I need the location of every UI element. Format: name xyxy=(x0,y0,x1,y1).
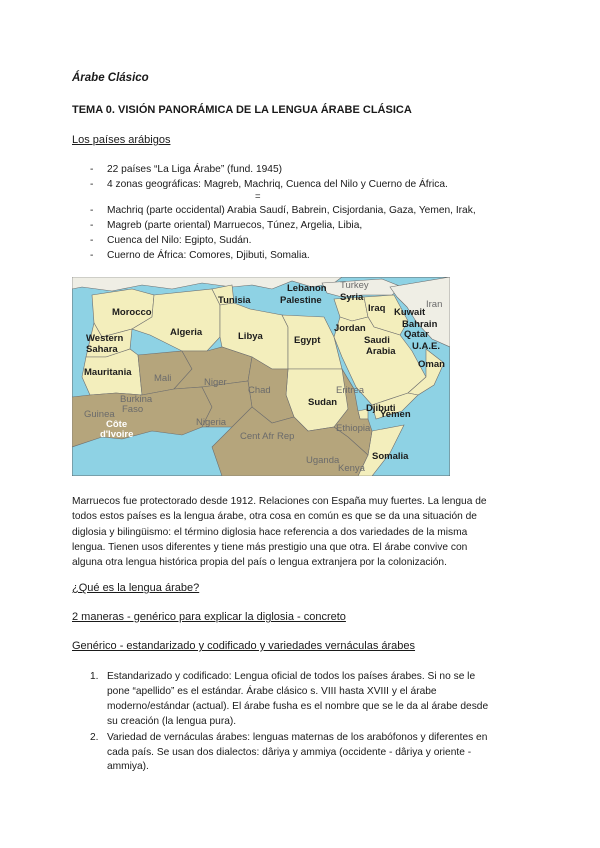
map-label: Western xyxy=(86,333,124,344)
protectorate-paragraph xyxy=(72,494,532,570)
map-label: U.A.E. xyxy=(412,341,440,352)
map-label: Turkey xyxy=(340,280,369,291)
list-number: 2. xyxy=(90,731,99,743)
map-label: Djibuti xyxy=(366,403,396,414)
bullet-item: - 22 países “La Liga Árabe” (fund. 1945) xyxy=(90,162,476,177)
list-line: pone “apellido” es el estándar. Árabe clásico s. VIII hasta XVIII y el árabe xyxy=(107,685,437,697)
list-number: 1. xyxy=(90,671,99,682)
map-label: Eritrea xyxy=(336,385,364,396)
map-label: Iraq xyxy=(368,303,386,314)
map-label: Sudan xyxy=(308,397,338,408)
map-label: Guinea xyxy=(84,409,115,420)
map-label: Mali xyxy=(154,373,172,384)
bullet-item: - Magreb (parte oriental) Marruecos, Túnez, Argelia, Libia, xyxy=(90,218,476,233)
paragraph-line: alguna otra lengua histórica propia del país o lengua extranjera por la colonización. xyxy=(72,557,447,569)
map-label: Oman xyxy=(418,359,445,370)
list-line: Estandarizado y codificado: Lengua oficial de todos los países árabes. Si no se le xyxy=(107,671,476,682)
map-label: Kenya xyxy=(338,463,365,474)
section-heading-question: ¿Qué es la lengua árabe? xyxy=(72,582,200,594)
map-label: Algeria xyxy=(170,327,203,338)
map-label: Lebanon xyxy=(287,283,327,294)
map-label: Syria xyxy=(340,292,364,303)
arab-world-map xyxy=(72,277,450,476)
map-label: Sahara xyxy=(86,344,118,355)
list-item xyxy=(90,731,530,776)
map-label: Yemen xyxy=(380,409,411,420)
map-label: Saudi xyxy=(364,335,390,346)
bullet-item: - Cuenca del Nilo: Egipto, Sudán. xyxy=(90,233,476,248)
paragraph-line: Marruecos fue protectorado desde 1912. Relaciones con España muy fuertes. La lengua de xyxy=(72,496,487,507)
map-label: Burkina xyxy=(120,394,153,405)
bullet-item: - 4 zonas geográficas: Magreb, Machriq, Cuenca del Nilo y Cuerno de África. xyxy=(90,177,476,192)
bullet-item: - Cuerno de África: Comores, Djibuti, Somalia. xyxy=(90,248,476,263)
map-label: Nigeria xyxy=(196,417,227,428)
map-label: Mauritania xyxy=(84,367,132,378)
map-label: Qatar xyxy=(404,329,429,340)
paragraph-line: todos estos países es la lengua árabe, otra cosa en común es que se da una situación de xyxy=(72,511,477,523)
document-title: Árabe Clásico xyxy=(72,72,149,84)
list-line: moderno/estándar (actual). El árabe fusha es el nombre que se le da al árabe desde xyxy=(107,700,489,712)
list-line: cada país. Se usan dos dialectos: dâriya y ammiya (occidente - dâriya y oriente - xyxy=(107,746,472,758)
document-subtitle: TEMA 0. VISIÓN PANORÁMICA DE LA LENGUA ÁRABE CLÁSICA xyxy=(72,104,412,116)
map-label: Tunisia xyxy=(218,295,251,306)
map-label: Niger xyxy=(204,377,227,388)
map-label: Bahrain xyxy=(402,319,438,330)
map-label: d'Ivoire xyxy=(100,429,134,440)
map-label: Morocco xyxy=(112,307,152,318)
list-item xyxy=(90,670,530,730)
list-line: Variedad de vernáculas árabes: lenguas maternas de los arabófonos y diferentes en xyxy=(107,731,488,743)
map-label: Egypt xyxy=(294,335,321,346)
map-label: Faso xyxy=(122,404,144,415)
paragraph-line: diglosia y bilingüismo: el término diglosia hace referencia a dos variedades de la misma xyxy=(72,526,468,538)
map-label: Kuwait xyxy=(394,307,426,318)
section-heading-generic: Genérico - estandarizado y codificado y variedades vernáculas árabes xyxy=(72,640,416,652)
list-line: ammiya). xyxy=(107,761,149,773)
map-label: Arabia xyxy=(366,346,396,357)
map-label: Libya xyxy=(238,331,263,342)
map-label: Palestine xyxy=(280,295,322,306)
map-label: Somalia xyxy=(372,451,409,462)
equals-sign: = xyxy=(255,191,261,203)
map-label: Cent Afr Rep xyxy=(240,431,295,442)
section-heading-countries: Los países arábigos xyxy=(72,134,171,146)
map-label: Chad xyxy=(248,385,271,396)
map-label: Jordan xyxy=(334,323,366,334)
map-label: Iran xyxy=(426,299,443,310)
paragraph-line: lengua. Tienen usos diferentes y tiene más prestigio una que otra. El árabe convive con xyxy=(72,541,468,553)
countries-bullet-list xyxy=(90,162,476,264)
section-heading-two-ways: 2 maneras - genérico para explicar la diglosia - concreto xyxy=(72,611,346,623)
numbered-list xyxy=(90,670,530,775)
list-line: su creación (la lengua pura). xyxy=(107,715,237,727)
map-label: Ethiopia xyxy=(336,423,371,434)
bullet-item: - Machriq (parte occidental) Arabia Saudí, Babrein, Cisjordania, Gaza, Yemen, Irak, xyxy=(90,203,476,218)
map-label: Côte xyxy=(106,419,128,430)
map-label: Uganda xyxy=(306,455,340,466)
